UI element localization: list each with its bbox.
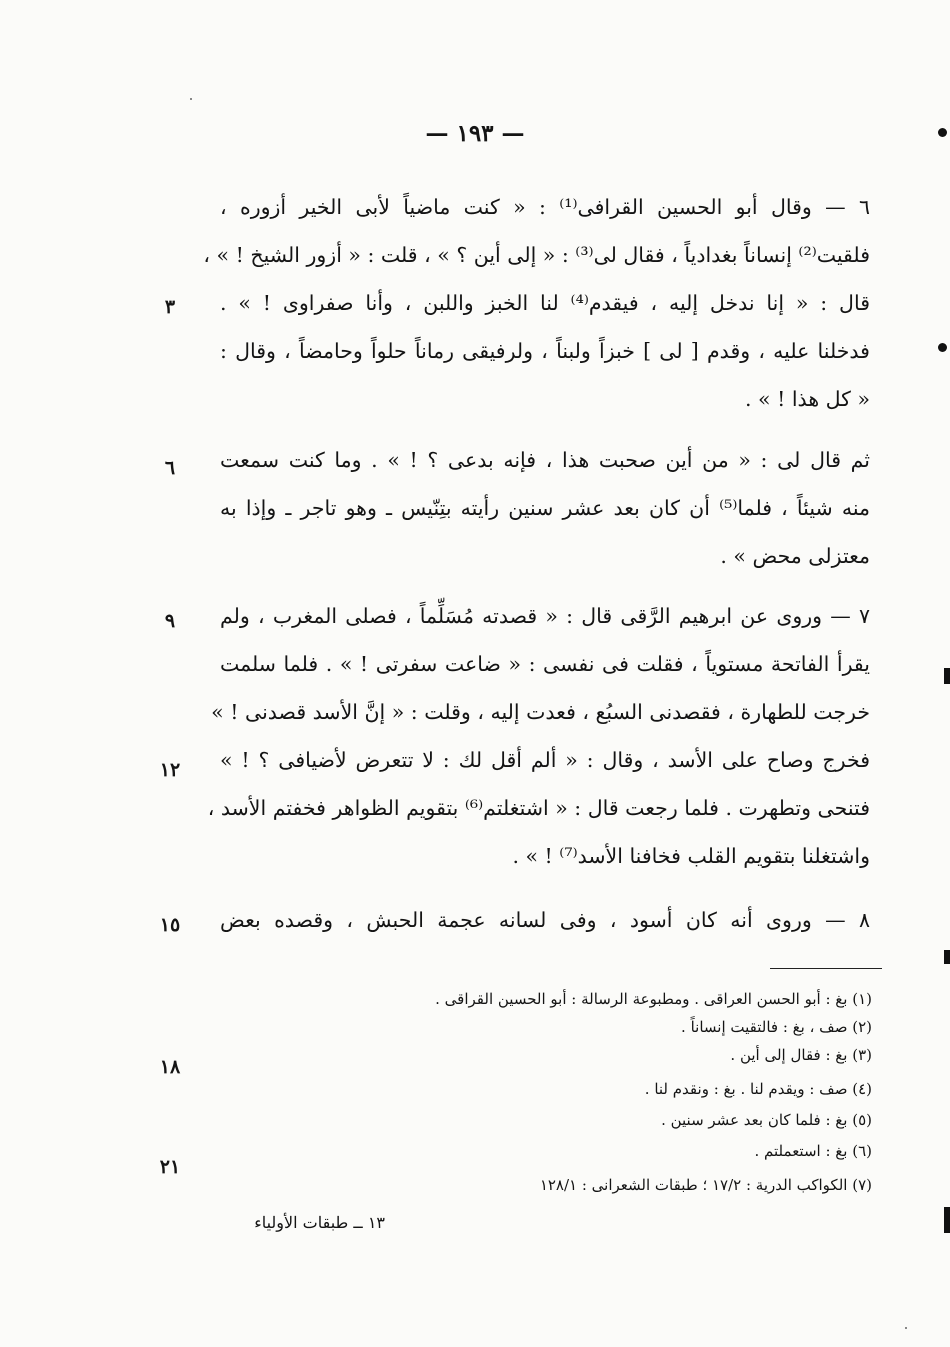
running-footer-title: ١٣ ــ طبقات الأولياء [254, 1213, 385, 1232]
body-line-6: ثم قال لى : « من أين صحبت هذا ، فإنه بدعى ؟ ! » . وما كنت سمعت [220, 448, 870, 472]
scan-edge-mark [938, 343, 947, 352]
margin-line-number-18: ١٨ [159, 1056, 181, 1078]
margin-line-number-15: ١٥ [159, 914, 181, 936]
body-line-8: معتزلى محض » . [720, 544, 870, 568]
margin-line-number-6: ٦ [164, 457, 176, 479]
scan-edge-mark [944, 950, 950, 964]
body-line-7: منه شيئاً ، فلما⁽⁵⁾ أن كان بعد عشر سنين رأيته بتِنّيس ـ وهو تاجر ـ وإذا به [220, 496, 871, 520]
footnote-2: (٢) صف ، بغ : فالتقيت إنساناً . [681, 1018, 872, 1036]
body-line-3: قال : « إنا ندخل إليه ، فيقدم⁽⁴⁾ لنا الخبز واللبن ، وأنا صفراوى ! » . [220, 291, 870, 315]
scan-edge-mark [944, 1207, 950, 1233]
body-line-9: ٧ — وروى عن ابرهيم الرَّقى قال : « قصدته مُسَلِّماً ، فصلى المغرب ، ولم [220, 604, 870, 628]
footnote-7: (٧) الكواكب الدرية : ١٧/٢ ؛ طبقات الشعرانى : ١٢٨/١ [539, 1176, 872, 1194]
body-line-11: خرجت للطهارة ، فقصدنى السبُع ، فعدت إليه ، وقلت : « إنَّ الأسد قصدنى ! » [211, 700, 870, 724]
body-line-13: فتنحى وتطهرت . فلما رجعت قال : « اشتغلتم⁽⁶⁾ بتقويم الظواهر فخفتم الأسد ، [207, 796, 870, 820]
margin-line-number-9: ٩ [164, 610, 176, 632]
footnote-5: (٥) بغ : فلما كان بعد عشر سنين . [661, 1111, 872, 1129]
body-line-1: ٦ — وقال أبو الحسين القرافى⁽¹⁾ : « كنت ماضياً لأبى الخير أزوره ، [220, 195, 871, 219]
scan-speck [190, 98, 192, 100]
body-line-14: واشتغلنا بتقويم القلب فخافنا الأسد⁽⁷⁾ ! » . [512, 844, 870, 868]
margin-line-number-12: ١٢ [159, 759, 181, 781]
margin-line-number-21: ٢١ [159, 1156, 181, 1178]
body-line-12: فخرج وصاح على الأسد ، وقال : « ألم أقل لك : لا تتعرض لأضيافى ؟ ! » [220, 748, 870, 772]
footnote-separator-rule [770, 968, 882, 969]
body-line-5: « كل هذا ! » . [745, 387, 870, 411]
margin-line-number-3: ٣ [164, 296, 176, 318]
scan-edge-mark [944, 668, 950, 684]
footnote-6: (٦) بغ : استعملتم . [754, 1142, 872, 1160]
scan-speck [905, 1327, 907, 1329]
body-line-2: فلقيت⁽²⁾ إنساناً بغدادياً ، فقال لى⁽³⁾ : « إلى أين ؟ » ، قلت : « أزور الشيخ ! » ، [203, 243, 870, 267]
footnote-1: (١) بغ : أبو الحسن العراقى . ومطبوعة الرسالة : أبو الحسين القراقى . [435, 990, 872, 1008]
body-line-4: فدخلنا عليه ، وقدم [ لى ] خبزاً ولبناً ، ولرفيقى رماناً حلواً وحامضاً ، وقال : [220, 339, 870, 363]
footnote-4: (٤) صف : ويقدم لنا . بغ : ونقدم لنا . [644, 1080, 872, 1098]
footnote-3: (٣) بغ : فقال إلى أين . [730, 1046, 872, 1064]
body-line-10: يقرأ الفاتحة مستوياً ، فقلت فى نفسى : « ضاعت سفرتى ! » . فلما سلمت [220, 652, 870, 676]
body-line-15: ٨ — وروى أنه كان أسود ، وفى لسانه عجمة الحبش ، وقصده بعض [220, 908, 870, 932]
scan-edge-mark [938, 128, 947, 137]
page-number: — ١٩٣ — [425, 120, 525, 147]
